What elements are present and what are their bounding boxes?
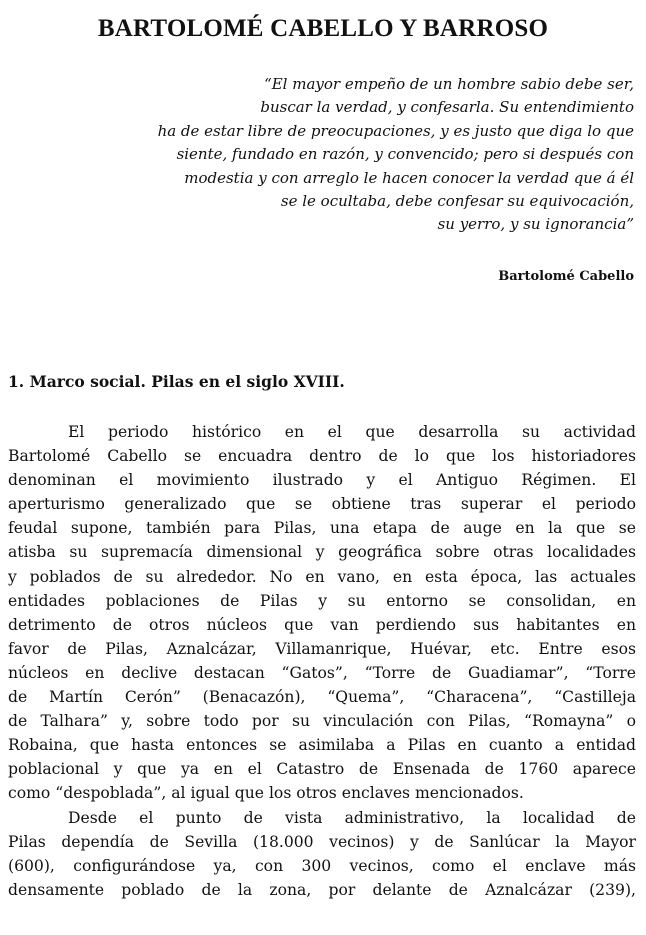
paragraph-line: atisba su supremacía dimensional y geográfica sobre otras localidades [8,543,636,562]
paragraph-line: como “despoblada”, al igual que los otros enclaves mencionados. [8,784,524,803]
epigraph-line: modestia y con arreglo le hacen conocer la verdad que á él [184,168,634,187]
epigraph-line: buscar la verdad, y confesarla. Su entendimiento [260,98,634,117]
body-text [8,420,636,902]
paragraph-line: denominan el movimiento ilustrado y el Antiguo Régimen. El [8,471,636,490]
paragraph-line: aperturismo generalizado que se obtiene tras superar el periodo [8,495,636,514]
epigraph-quote [74,73,634,237]
epigraph-line: su yerro, y su ignorancia” [437,215,634,234]
document-title: BARTOLOMÉ CABELLO Y BARROSO [97,15,549,42]
paragraph-line: Robaina, que hasta entonces se asimilaba a Pilas en cuanto a entidad [8,736,636,755]
paragraph-line: núcleos en declive destacan “Gatos”, “Torre de Guadiamar”, “Torre [8,663,636,682]
epigraph-line: ha de estar libre de preocupaciones, y es justo que diga lo que [157,121,634,140]
paragraph-line: densamente poblado de la zona, por delante de Aznalcázar (239), [8,880,636,899]
section-heading: 1. Marco social. Pilas en el siglo XVIII. [8,372,345,391]
paragraph-line: Bartolomé Cabello se encuadra dentro de lo que los historiadores [8,447,636,466]
paragraph-line: y poblados de su alrededor. No en vano, en esta época, las actuales [8,567,636,586]
paragraph-line: (600), configurándose ya, con 300 vecinos, como el enclave más [8,856,636,875]
paragraph-line: de Martín Cerón” (Benacazón), “Quema”, “Characena”, “Castilleja [8,688,636,707]
epigraph-line: se le ocultaba, debe confesar su equivocación, [280,192,634,211]
paragraph-line: feudal supone, también para Pilas, una etapa de auge en la que se [8,519,636,538]
epigraph-line: “El mayor empeño de un hombre sabio debe ser, [264,75,634,93]
paragraph-line: Desde el punto de vista administrativo, la localidad de [68,808,636,827]
epigraph-author: Bartolomé Cabello [498,269,634,284]
paragraph-line: Pilas dependía de Sevilla (18.000 vecinos) y de Sanlúcar la Mayor [8,832,636,851]
paragraph-line: de Talhara” y, sobre todo por su vinculación con Pilas, “Romayna” o [8,712,636,731]
epigraph-line: siente, fundado en razón, y convencido; pero si después con [176,145,634,164]
paragraph-line: El periodo histórico en el que desarrolla su actividad [68,423,636,441]
paragraph-line: poblacional y que ya en el Catastro de Ensenada de 1760 aparece [8,760,636,779]
paragraph-line: favor de Pilas, Aznalcázar, Villamanrique, Huévar, etc. Entre esos [8,639,636,658]
paragraph-line: entidades poblaciones de Pilas y su entorno se consolidan, en [8,591,636,610]
paragraph-line: detrimento de otros núcleos que van perdiendo sus habitantes en [8,615,636,634]
